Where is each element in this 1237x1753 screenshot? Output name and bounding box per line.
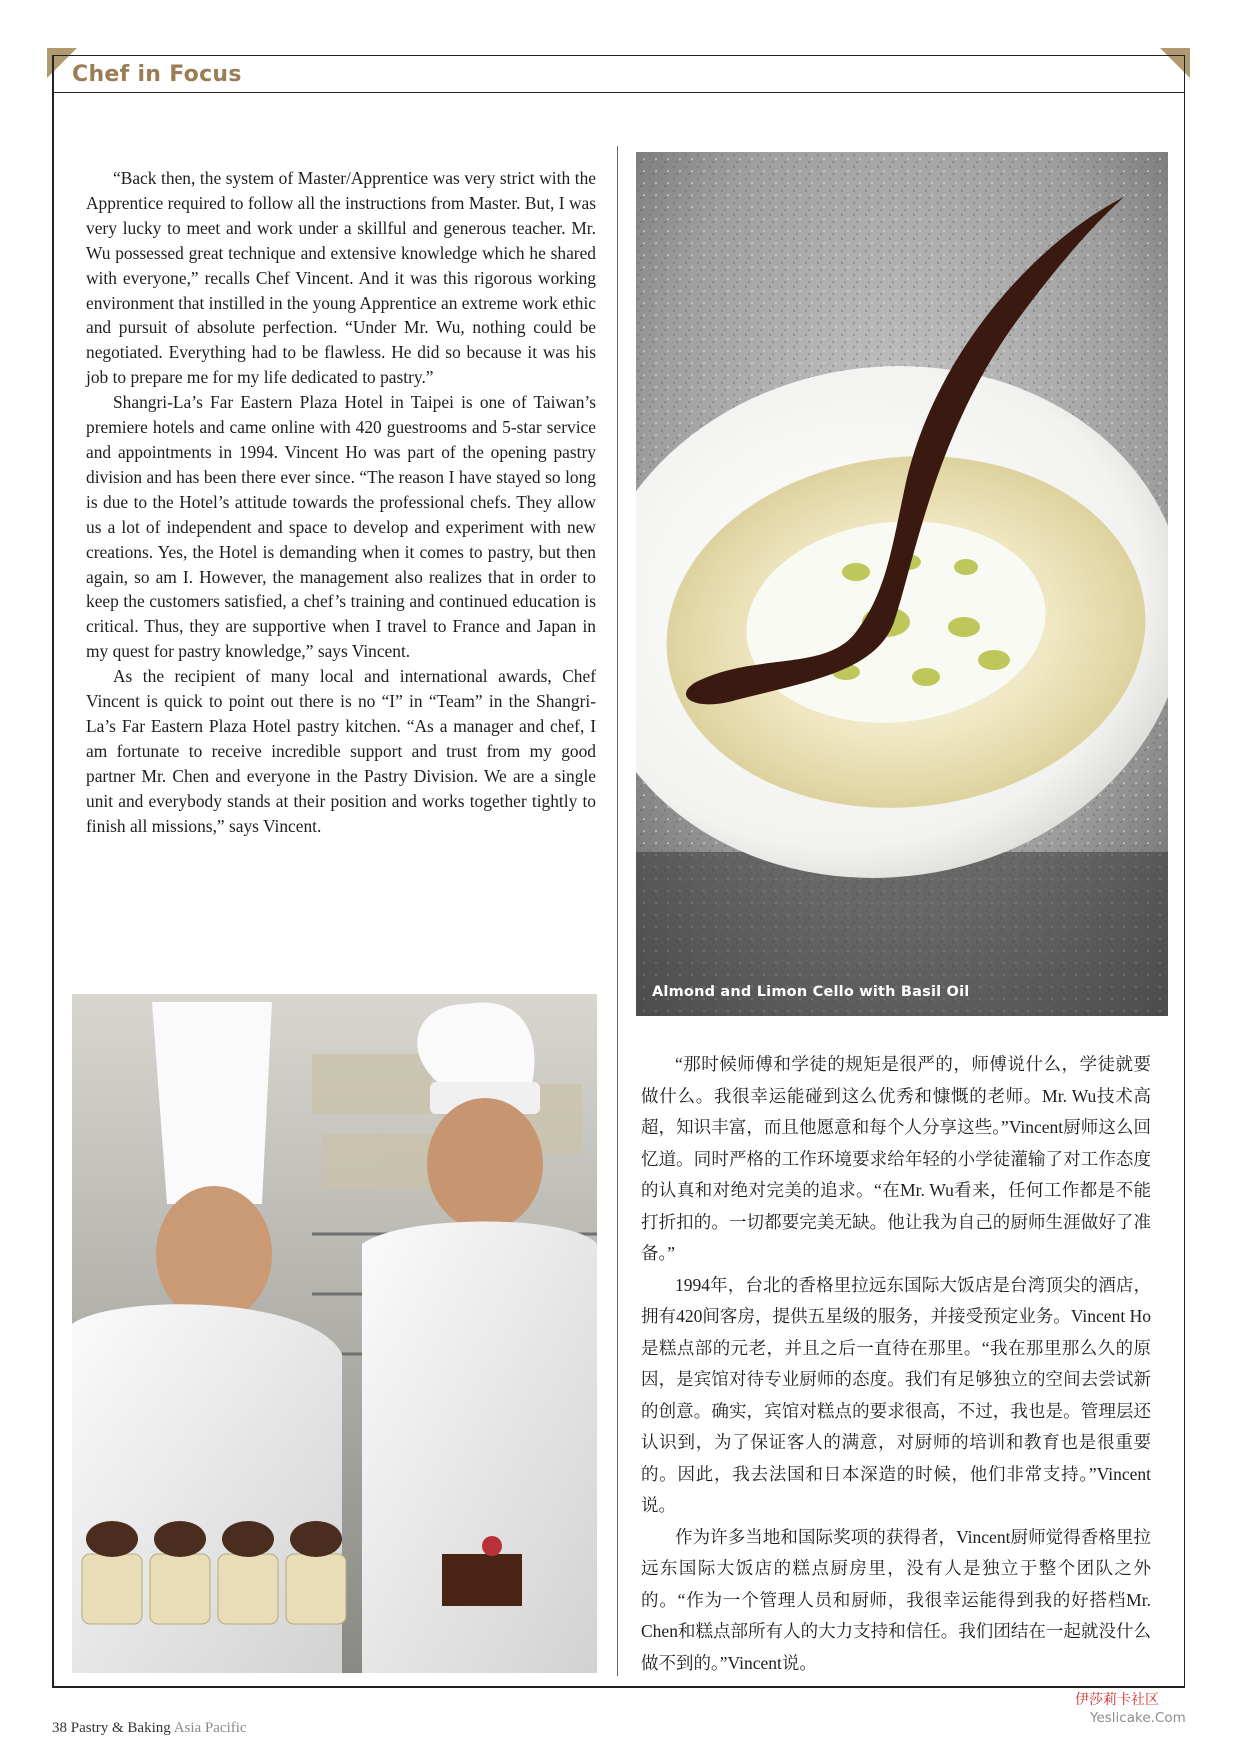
publication-region: Asia Pacific	[173, 1720, 247, 1736]
dessert-illustration	[636, 152, 1168, 1016]
publication-name: Pastry & Baking	[70, 1720, 171, 1736]
section-title: Chef in Focus	[72, 62, 242, 87]
frame-right-rule	[1184, 55, 1186, 1687]
chefs-photo	[72, 994, 597, 1673]
chefs-illustration	[72, 994, 597, 1673]
article-paragraph: “Back then, the system of Master/Apprentice was very strict with the Apprentice required to follow all the instructions from Master. But, I was very lucky to meet and work under a skillful and generous teacher. Mr. Wu possessed great technique and extensive knowledge which he shared with everyone,” recalls Chef Vincent. And it was this rigorous working environment that instilled in the young Apprentice an extreme work ethic and pursuit of absolute perfection. “Under Mr. Wu, nothing could be negotiated. Everything had to be flawless. He did so because it was his job to prepare me for my life dedicated to pastry.”	[86, 168, 596, 388]
frame-bottom-rule	[52, 1686, 1185, 1688]
article-paragraph-zh: 1994年，台北的香格里拉远东国际大饭店是台湾顶尖的酒店，拥有420间客房，提供五星级的服务，并接受预定业务。Vincent Ho是糕点部的元老，并且之后一直待在那里。“我在那里那么久的原因，是宾馆对待专业厨师的态度。我们有足够独立的空间去尝试新的创意。确实，宾馆对糕点的要求很高，不过，我也是。管理层还认识到，为了保证客人的满意，对厨师的培训和教育也是很重要的。因此，我去法国和日本深造的时候，他们非常支持。”Vincent说。	[641, 1274, 1151, 1515]
watermark-chinese: 伊莎莉卡社区	[1075, 1692, 1159, 1708]
article-paragraph: Shangri-La’s Far Eastern Plaza Hotel in Taipei is one of Taiwan’s premiere hotels and came online with 420 guestrooms and 5-star service and appointments in 1994. Vincent Ho was part of the opening pastry division and has been there ever since. “The reason I have stayed so long is due to the Hotel’s attitude towards the professional chefs. They allow us a lot of independent and space to develop and experiment with new creations. Yes, the Hotel is demanding when it comes to pastry, but then again, so am I. However, the management also realizes that in order to keep the customers satisfied, a chef’s training and continued education is critical. Thus, they are supportive when I travel to France and Japan in my quest for pastry knowledge,” says Vincent.	[86, 392, 596, 662]
article-paragraph-zh: 作为许多当地和国际奖项的获得者，Vincent厨师觉得香格里拉远东国际大饭店的糕点厨房里，没有人是独立于整个团队之外的。“作为一个管理人员和厨师，我很幸运能得到我的好搭档Mr. Chen和糕点部所有人的大力支持和信任。我们团结在一起就没什么做不到的。”Vincent说。	[641, 1526, 1151, 1673]
frame-left-rule	[52, 55, 54, 1687]
column-divider	[617, 146, 618, 1676]
photo-caption: Almond and Limon Cello with Basil Oil	[652, 984, 970, 1000]
article-chinese	[641, 1049, 1151, 1679]
article-paragraph: As the recipient of many local and international awards, Chef Vincent is quick to point out there is no “I” in “Team” in the Shangri-La’s Far Eastern Plaza Hotel pastry kitchen. “As a manager and chef, I am fortunate to receive incredible support and trust from my good partner Mr. Chen and everyone in the Pastry Division. We are a single unit and everybody stands at their position and works together tightly to finish all missions,” says Vincent.	[86, 666, 596, 836]
watermark-url: Yeslicake.Com	[1090, 1710, 1186, 1726]
page-number: 38	[52, 1720, 67, 1736]
dessert-photo	[636, 152, 1168, 1016]
page-footer	[52, 1720, 247, 1737]
article-english	[86, 166, 596, 838]
article-paragraph-zh: “那时候师傅和学徒的规矩是很严的，师傅说什么，学徒就要做什么。我很幸运能碰到这么优秀和慷慨的老师。Mr. Wu技术高超，知识丰富，而且他愿意和每个人分享这些。”Vincent厨师这么回忆道。同时严格的工作环境要求给年轻的小学徒灌输了对工作态度的认真和对绝对完美的追求。“在Mr. Wu看来，任何工作都是不能打折扣的。一切都要完美无缺。他让我为自己的厨师生涯做好了准备。”	[641, 1054, 1151, 1263]
